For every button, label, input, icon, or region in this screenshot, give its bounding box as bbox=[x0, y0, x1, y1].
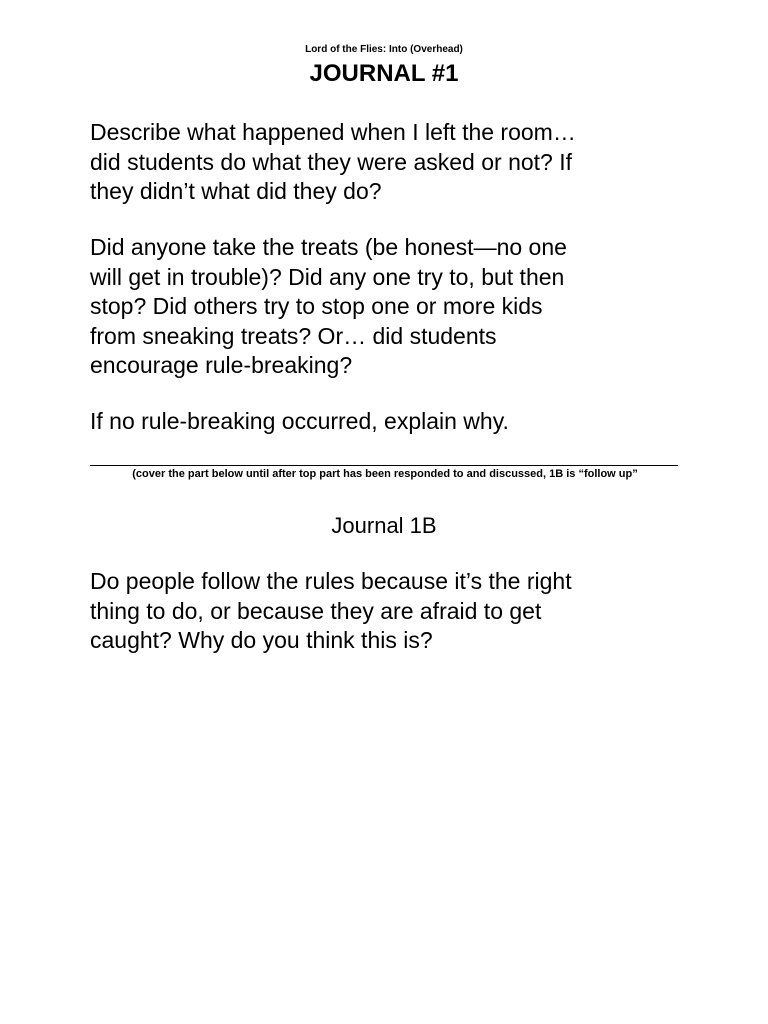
journal1b-paragraph: Do people follow the rules because it’s the right thing to do, or because they are afraid to get caught? Why do you think this is? bbox=[90, 568, 572, 653]
section-title-journal-1b: Journal 1B bbox=[331, 513, 437, 538]
journal1-paragraph-1: Describe what happened when I left the room… did students do what they were asked or not? If they didn’t what did they do? bbox=[90, 119, 576, 204]
journal1-paragraph-3: If no rule-breaking occurred, explain why. bbox=[90, 408, 509, 434]
divider-note: (cover the part below until after top part has been responded to and discussed, 1B is “follow up” bbox=[132, 468, 638, 480]
page-title: JOURNAL #1 bbox=[309, 60, 459, 87]
header-kicker: Lord of the Flies: Into (Overhead) bbox=[305, 44, 463, 55]
section-divider bbox=[90, 465, 678, 466]
journal1-paragraph-2: Did anyone take the treats (be honest—no one will get in trouble)? Did any one try to, but then stop? Did others try to stop one or more kids from sneaking treats? Or… did students encourage rule-breaking? bbox=[90, 234, 567, 378]
